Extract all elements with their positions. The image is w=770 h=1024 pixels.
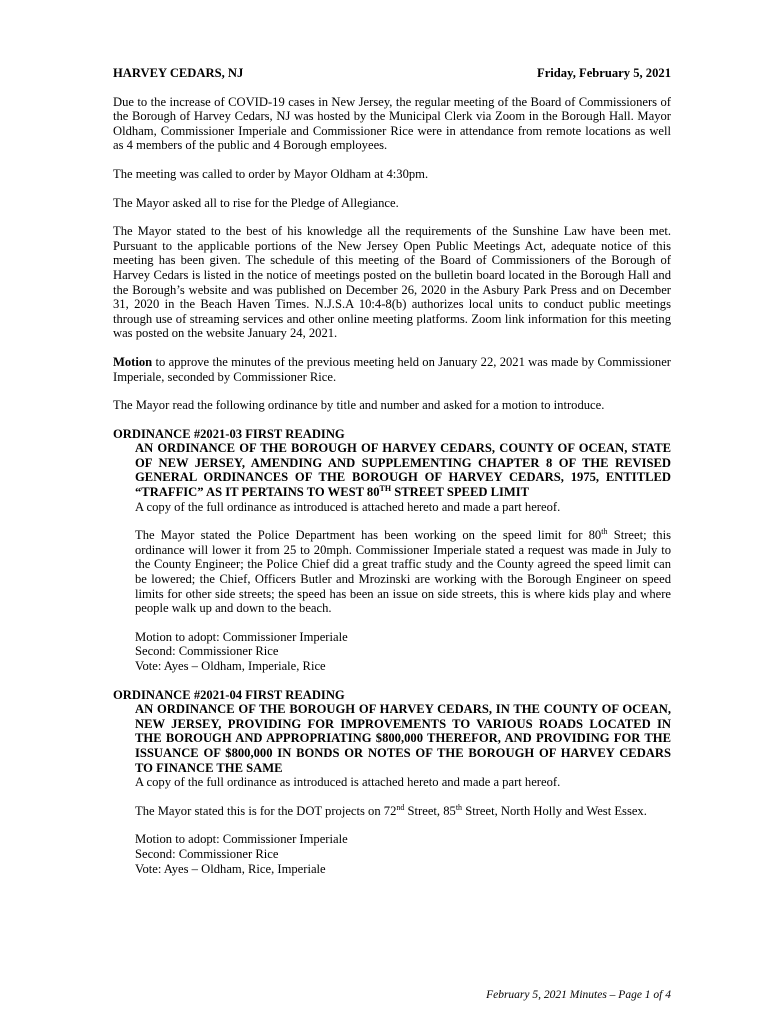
ordinance-2021-04-title: AN ORDINANCE OF THE BOROUGH OF HARVEY CEDARS, IN THE COUNTY OF OCEAN, NEW JERSEY, PROVIDING FOR IMPROVEMENTS TO VARIOUS ROADS LOCATED IN THE BOROUGH AND APPROPRIATING $800,000 THEREFOR, AND PROVIDING FOR THE ISSUANCE OF $800,000 IN BONDS OR NOTES OF THE BOROUGH OF HARVEY CEDARS TO FINANCE THE SAME (135, 702, 671, 775)
call-to-order-paragraph: The meeting was called to order by Mayor Oldham at 4:30pm. (113, 166, 429, 181)
town-name: HARVEY CEDARS, NJ (113, 66, 244, 80)
ordinance-2021-03-copy-note: A copy of the full ordinance as introduced is attached hereto and made a part hereof. (135, 499, 561, 514)
sunshine-law-paragraph: The Mayor stated to the best of his knowledge all the requirements of the Sunshine Law have been met. Pursuant to the applicable portions of the New Jersey Open Public Meetings Act, adequate notice of this meeting has been given. The schedule of this meeting of the Board of Commissioners of the Borough of Harvey Cedars is listed in the notice of meetings posted on the bulletin board located in the Borough Hall and the Borough’s website and was published on December 26, 2020 in the Asbury Park Press and on December 31, 2020 in the Beach Haven Times. N.J.S.A 10:4-8(b) authorizes local units to conduct public meetings through use of streaming services and other online meeting platforms. Zoom link information for this meeting was posted on the website January 24, 2021. (113, 224, 671, 341)
ordinance-2021-03-section (113, 427, 671, 674)
ordinance-2021-04-statement: The Mayor stated this is for the DOT projects on 72nd Street, 85th Street, North Holly and West Essex. (135, 802, 647, 818)
ordinance-2021-03-title: AN ORDINANCE OF THE BOROUGH OF HARVEY CEDARS, COUNTY OF OCEAN, STATE OF NEW JERSEY, AMENDING AND SUPPLEMENTING CHAPTER 8 OF THE REVISED GENERAL ORDINANCES OF THE BOROUGH OF HARVEY CEDARS, 1975, ENTITLED “TRAFFIC” AS IT PERTAINS TO WEST 80TH STREET SPEED LIMIT (135, 441, 671, 500)
ordinance-2021-04-vote: Vote: Ayes – Oldham, Rice, Imperiale (135, 861, 326, 876)
page-footer: February 5, 2021 Minutes – Page 1 of 4 (486, 989, 671, 1001)
ordinance-2021-03-second: Second: Commissioner Rice (135, 644, 279, 659)
motion-text: to approve the minutes of the previous meeting held on January 22, 2021 was made by Commissioner Imperiale, seconded by Commissioner Rice. (113, 354, 671, 384)
minutes-motion-paragraph (113, 355, 671, 384)
ordinance-2021-04-vote-block (135, 832, 671, 876)
ordinance-2021-04-copy-note: A copy of the full ordinance as introduced is attached hereto and made a part hereof. (135, 775, 561, 790)
minutes-page (113, 66, 671, 890)
ordinance-2021-03-vote: Vote: Ayes – Oldham, Imperiale, Rice (135, 659, 326, 673)
ordinance-2021-04-second: Second: Commissioner Rice (135, 846, 279, 861)
ordinance-2021-04-section (113, 688, 671, 877)
meeting-date: Friday, February 5, 2021 (537, 66, 671, 80)
ordinance-2021-04-heading: ORDINANCE #2021-04 FIRST READING (113, 687, 345, 702)
motion-label: Motion (113, 354, 153, 369)
ordinance-2021-03-heading: ORDINANCE #2021-03 FIRST READING (113, 426, 345, 441)
intro-paragraph: Due to the increase of COVID-19 cases in New Jersey, the regular meeting of the Board of Commissioners of the Borough of Harvey Cedars, NJ was hosted by the Municipal Clerk via Zoom in the Borough Hall. Mayor Oldham, Commissioner Imperiale and Commissioner Rice were in attendance from remote locations as well as 4 members of the public and 4 Borough employees. (113, 94, 671, 153)
pledge-paragraph: The Mayor asked all to rise for the Pledge of Allegiance. (113, 195, 399, 210)
ordinance-2021-04-adopt: Motion to adopt: Commissioner Imperiale (135, 832, 348, 847)
mayor-read-paragraph: The Mayor read the following ordinance by title and number and asked for a motion to introduce. (113, 398, 605, 413)
ordinance-2021-03-adopt: Motion to adopt: Commissioner Imperiale (135, 629, 348, 644)
ordinance-2021-03-vote-block (135, 630, 671, 674)
ordinance-2021-03-statement: The Mayor stated the Police Department has been working on the speed limit for 80th Street; this ordinance will lower it from 25 to 20mph. Commissioner Imperiale stated a request was made in July to the County Engineer; the Police Chief did a great traffic study and the County agreed the speed limit can be lowered; the Chief, Officers Butler and Mrozinski are working with the Borough Engineer on speed limits for other side streets; the speed has been an issue on side streets, this is where kids play and where people walk up and down to the beach. (135, 527, 671, 616)
document-header (113, 66, 671, 81)
